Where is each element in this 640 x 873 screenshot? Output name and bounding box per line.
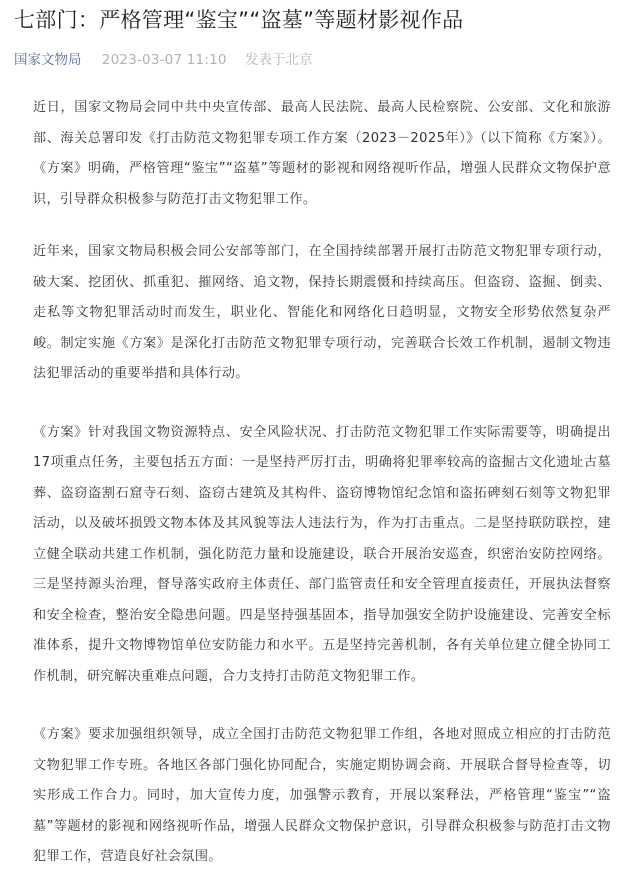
article-paragraph: 《方案》要求加强组织领导，成立全国打击防范文物犯罪工作组，各地对照成立相应的打击防范文物犯罪工作专班。各地区各部门强化协同配合，实施定期协调会商、开展联合督导检查等，切实形成工作合力。同时，加大宣传力度，加强警示教育，开展以案释法，严格管理“鉴宝”“盗墓”等题材的影视和网络视听作品，增强人民群众文物保护意识，引导群众积极参与防范打击文物犯罪工作，营造良好社会氛围。 <box>33 727 611 864</box>
publish-location: 发表于北京 <box>244 52 313 68</box>
article-paragraph: 《方案》针对我国文物资源特点、安全风险状况、打击防范文物犯罪工作实际需要等，明确提出17项重点任务，主要包括五方面：一是坚持严厉打击，明确将犯罪率较高的盗掘古文化遗址古墓葬、盗窃盗割石窟寺石刻、盗窃古建筑及其构件、盗窃博物馆纪念馆和盗拓碑刻石刻等文物犯罪活动，以及破坏损毁文物本体及其风貌等法人违法行为，作为打击重点。二是坚持联防联控，建立健全联动共建工作机制，强化防范力量和设施建设，联合开展治安巡查，织密治安防控网络。三是坚持源头治理，督导落实政府主体责任、部门监管责任和安全管理直接责任，开展执法督察和安全检查，整治安全隐患问题。四是坚持强基固本，指导加强安全防护设施建设、完善安全标准体系，提升文物博物馆单位安防能力和水平。五是坚持完善机制，各有关单位建立健全协同工作机制，研究解决重难点问题，合力支持打击防范文物犯罪工作。 <box>33 424 611 684</box>
article-body <box>33 93 611 873</box>
article-meta <box>14 50 312 70</box>
source-link[interactable]: 国家文物局 <box>14 52 82 68</box>
publish-time: 2023-03-07 11:10 <box>101 52 227 68</box>
article-paragraph: 近年来，国家文物局积极会同公安部等部门，在全国持续部署开展打击防范文物犯罪专项行动，破大案、挖团伙、抓重犯、摧网络、追文物，保持长期震慑和持续高压。但盗窃、盗掘、倒卖、走私等文物犯罪活动时而发生，职业化、智能化和网络化日趋明显，文物安全形势依然复杂严峻。制定实施《方案》是深化打击防范文物犯罪专项行动，完善联合长效工作机制，遏制文物违法犯罪活动的重要举措和具体行动。 <box>33 244 611 381</box>
article-title: 七部门：严格管理“鉴宝”“盗墓”等题材影视作品 <box>14 8 464 32</box>
article-paragraph: 近日，国家文物局会同中共中央宣传部、最高人民法院、最高人民检察院、公安部、文化和旅游部、海关总署印发《打击防范文物犯罪专项工作方案（2023－2025年）》（以下简称《方案》）。《方案》明确，严格管理“鉴宝”“盗墓”等题材的影视和网络视听作品，增强人民群众文物保护意识，引导群众积极参与防范打击文物犯罪工作。 <box>33 100 611 207</box>
